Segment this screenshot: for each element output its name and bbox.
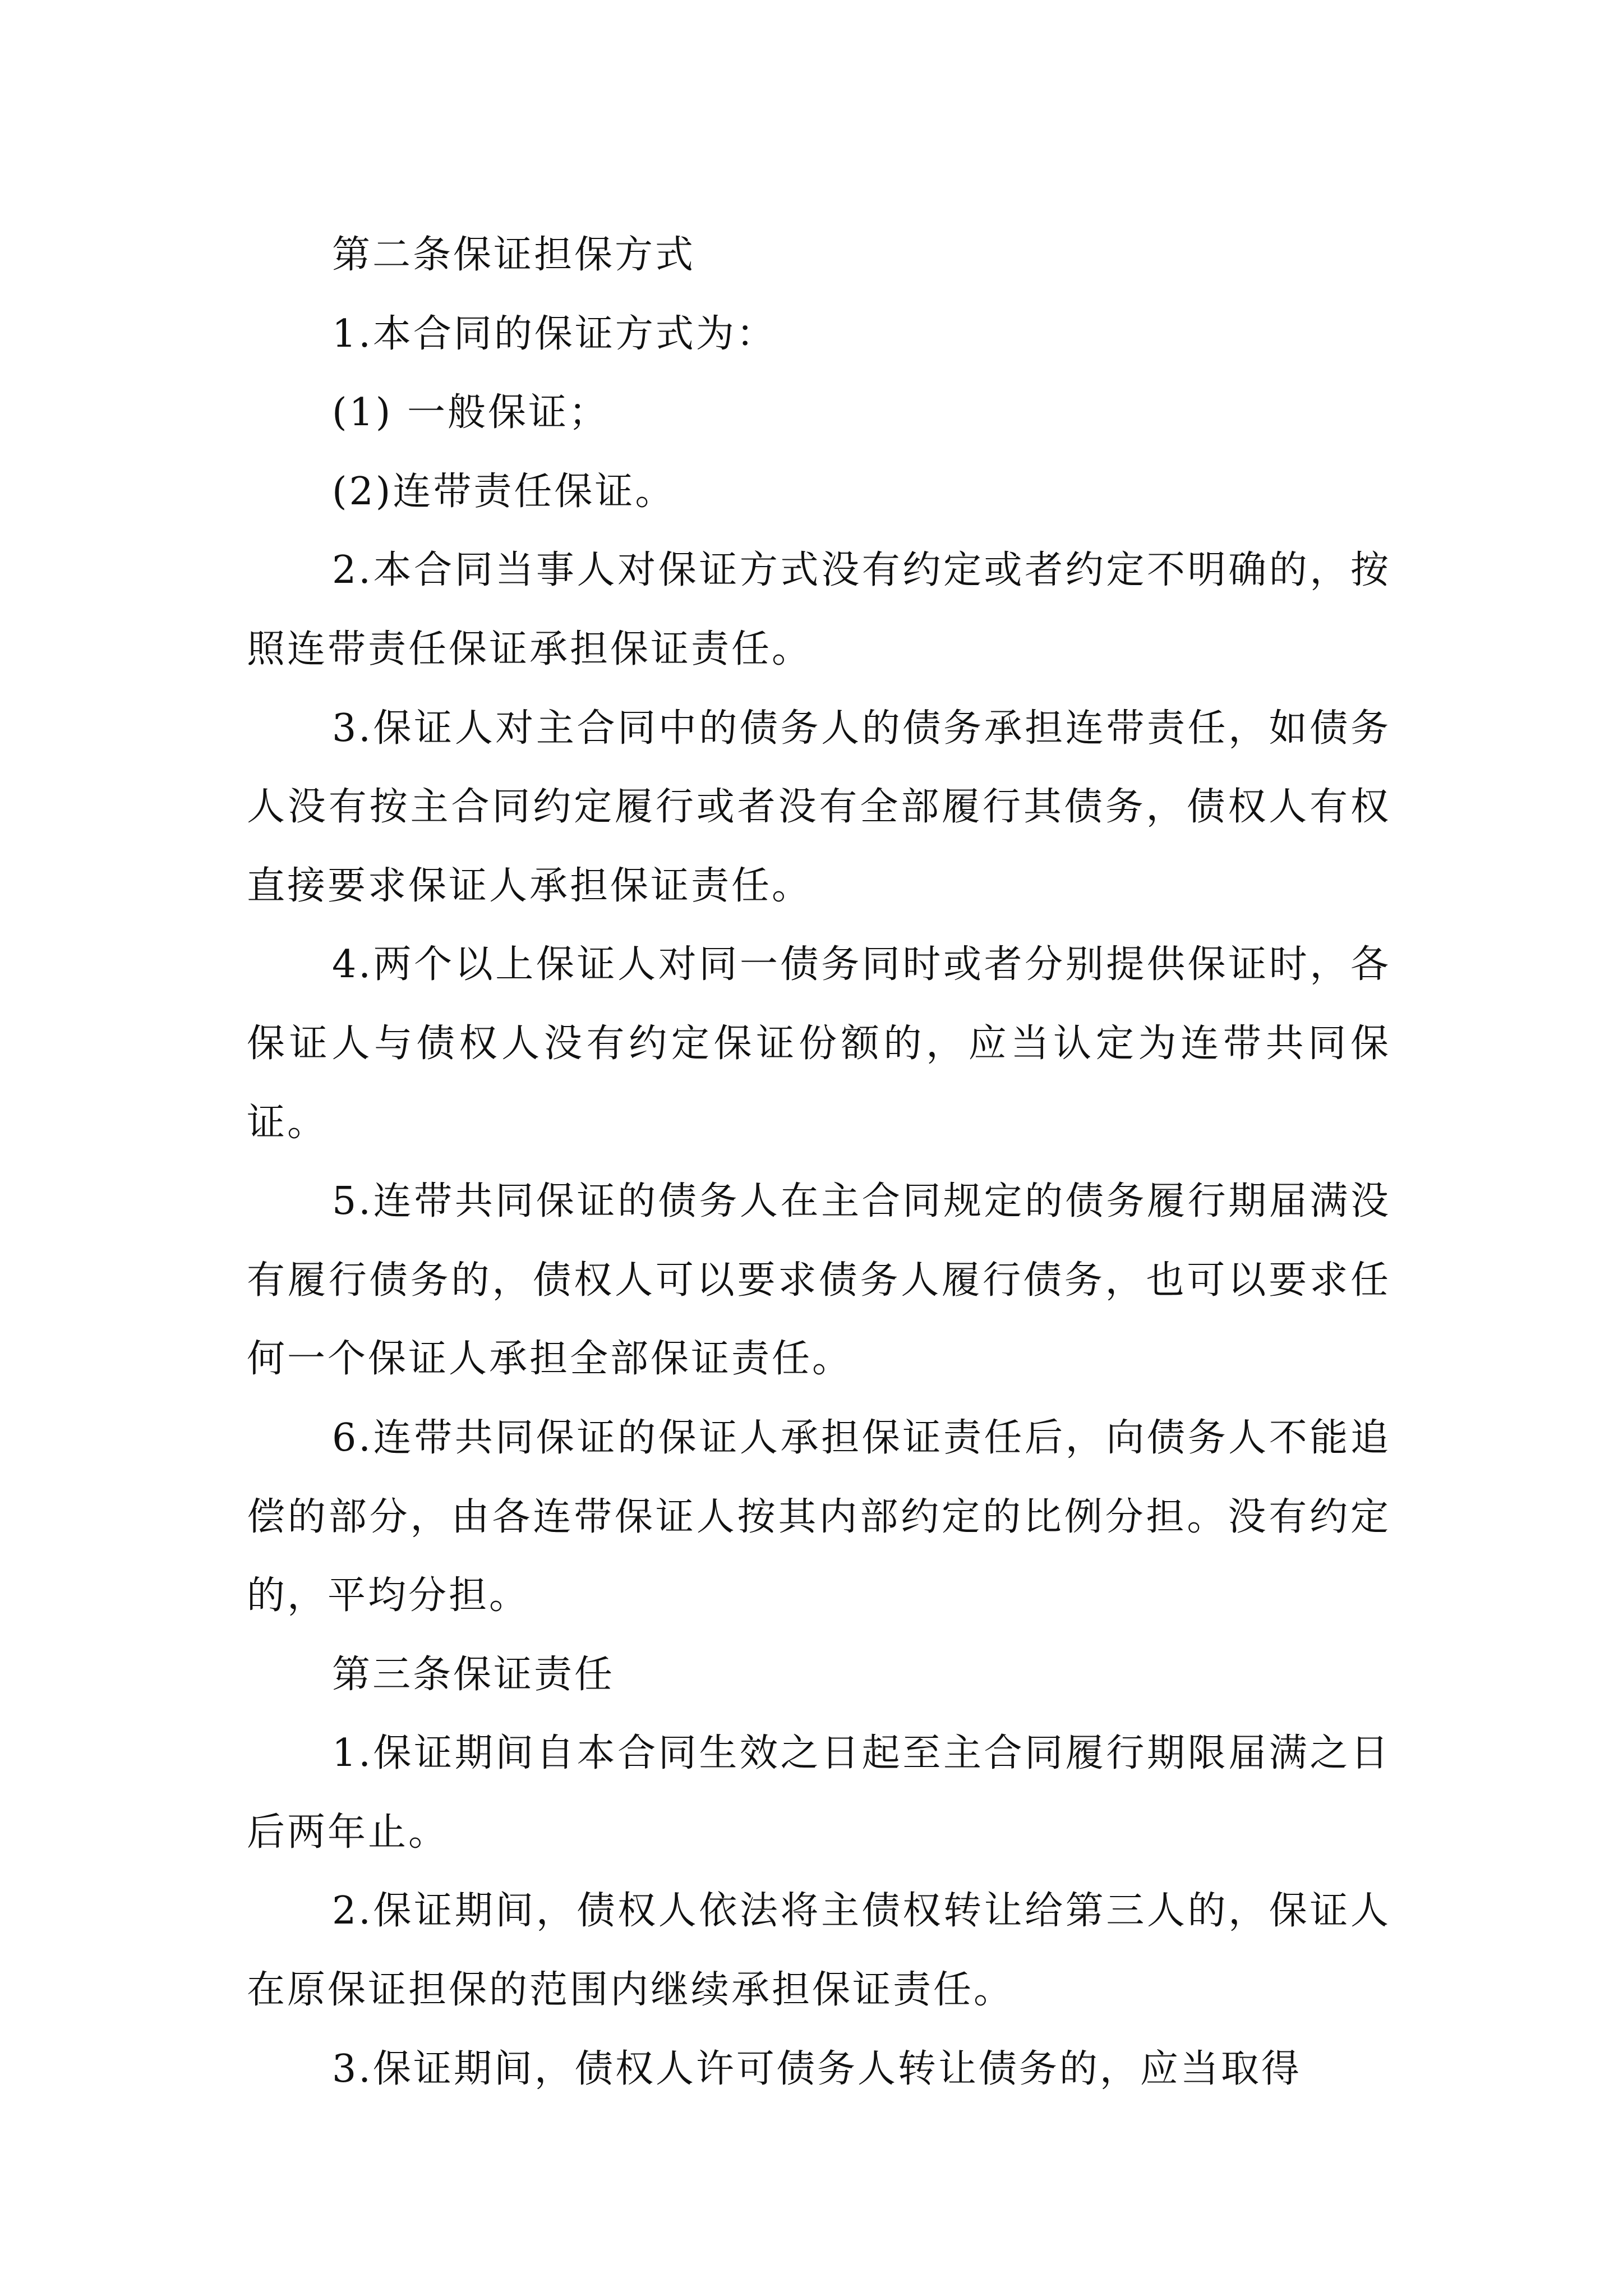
paragraph-3-1: 1.保证期间自本合同生效之日起至主合同履行期限届满之日后两年止。 bbox=[247, 1731, 1391, 1855]
document-body bbox=[247, 216, 1391, 2109]
section-heading-2: 第二条保证担保方式 bbox=[332, 233, 696, 277]
paragraph-2-2: 2.本合同当事人对保证方式没有约定或者约定不明确的，按照连带责任保证承担保证责任。 bbox=[247, 548, 1391, 671]
section-heading-3: 第三条保证责任 bbox=[332, 1652, 615, 1697]
paragraph-2-6: 6.连带共同保证的保证人承担保证责任后，向债务人不能追偿的部分，由各连带保证人按其内部约定的比例分担。没有约定的，平均分担。 bbox=[247, 1415, 1391, 1618]
paragraph-2-1-option-2: (2)连带责任保证。 bbox=[332, 469, 676, 514]
paragraph-3-2: 2.保证期间，债权人依法将主债权转让给第三人的，保证人在原保证担保的范围内继续承担保证责任。 bbox=[247, 1889, 1391, 2013]
paragraph-2-4: 4.两个以上保证人对同一债务同时或者分别提供保证时，各保证人与债权人没有约定保证份额的，应当认定为连带共同保证。 bbox=[247, 942, 1391, 1145]
paragraph-2-1: 1.本合同的保证方式为： bbox=[332, 311, 777, 356]
paragraph-3-3: 3.保证期间，债权人许可债务人转让债务的，应当取得 bbox=[332, 2046, 1302, 2091]
paragraph-2-5: 5.连带共同保证的债务人在主合同规定的债务履行期届满没有履行债务的，债权人可以要求债务人履行债务，也可以要求任何一个保证人承担全部保证责任。 bbox=[247, 1179, 1391, 1382]
paragraph-2-1-option-1: (1) 一般保证； bbox=[332, 390, 609, 435]
paragraph-2-3: 3.保证人对主合同中的债务人的债务承担连带责任，如债务人没有按主合同约定履行或者没有全部履行其债务，债权人有权直接要求保证人承担保证责任。 bbox=[247, 706, 1391, 908]
